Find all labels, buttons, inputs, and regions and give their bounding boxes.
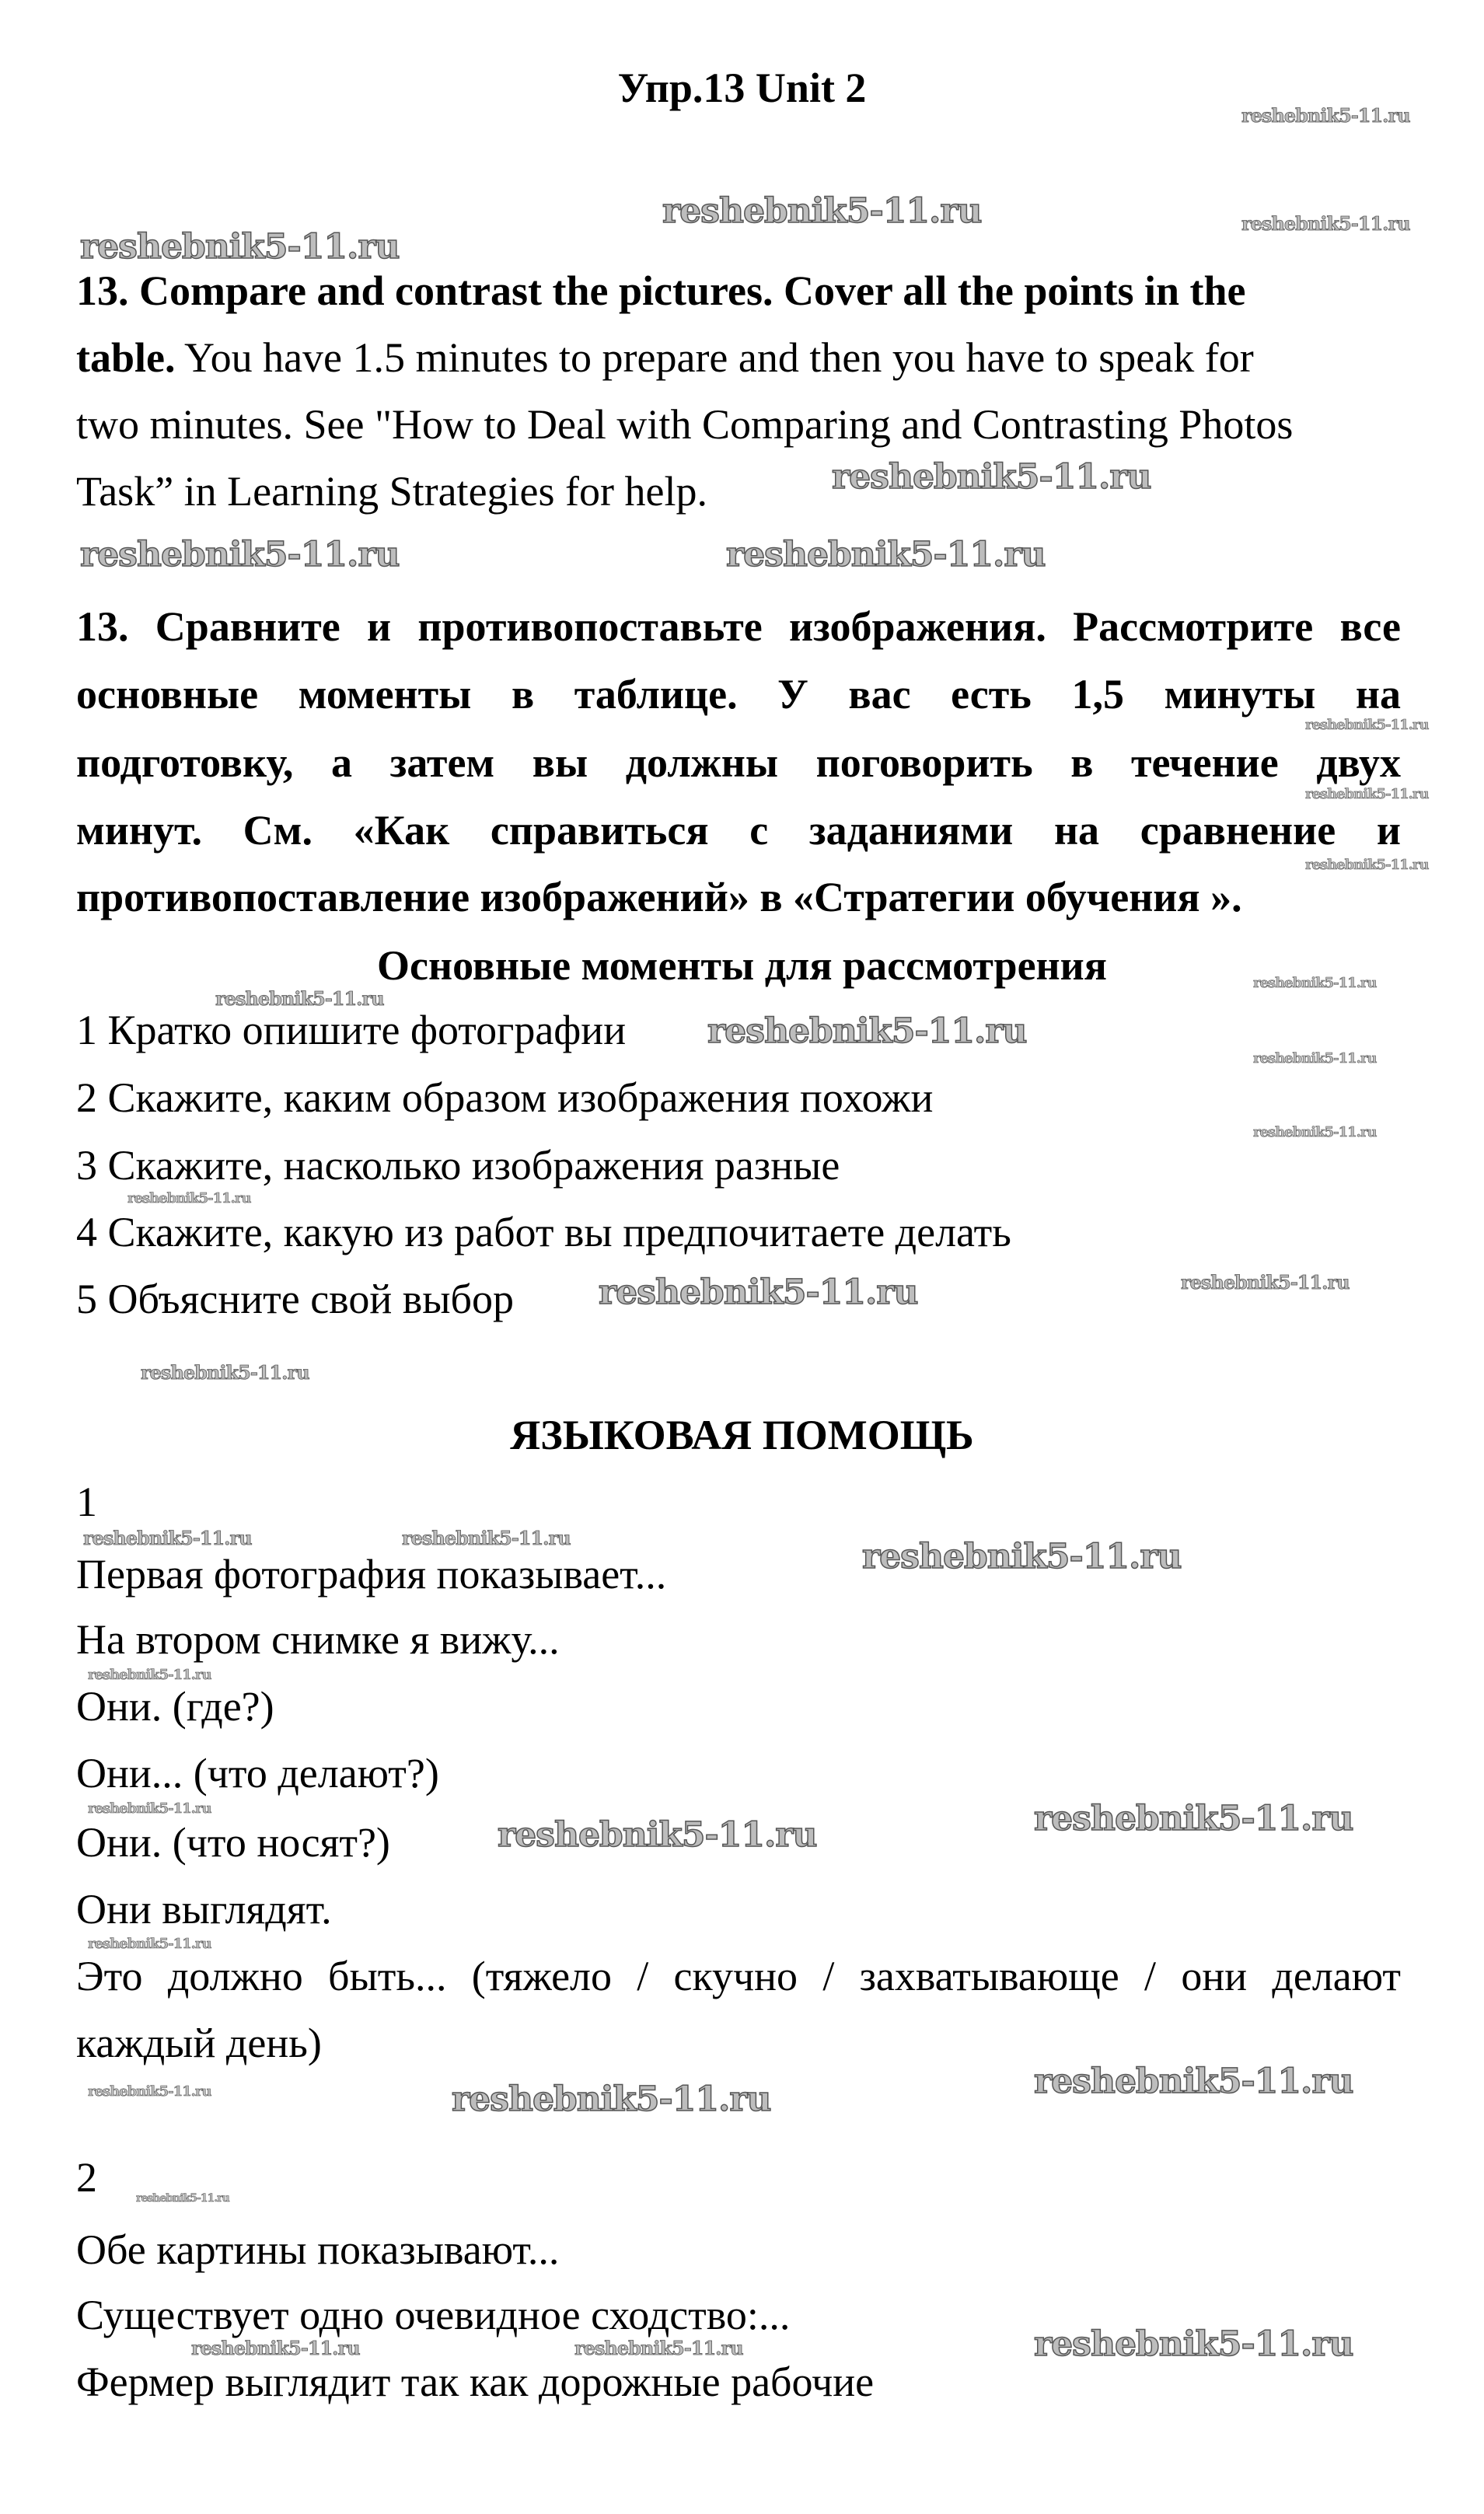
watermark: reshebnik5-11.ru (88, 1667, 211, 1683)
watermark: reshebnik5-11.ru (832, 457, 1151, 497)
phrase: Обе картины показывают... (76, 2226, 560, 2273)
watermark: reshebnik5-11.ru (662, 191, 982, 231)
point-item: 5 Объясните свой выбор (76, 1276, 514, 1322)
watermark: reshebnik5-11.ru (1034, 2062, 1353, 2101)
phrase: Они. (где?) (76, 1683, 274, 1730)
phrase: Они выглядят. (76, 1886, 332, 1933)
phrase: Они... (что делают?) (76, 1750, 439, 1796)
watermark: reshebnik5-11.ru (1241, 212, 1410, 235)
point-item: 4 Скажите, какую из работ вы предпочитаете делать (76, 1209, 1011, 1255)
watermark: reshebnik5-11.ru (1253, 1124, 1377, 1140)
point-item: 1 Кратко опишите фотографии (76, 1007, 627, 1053)
phrase: Фермер выглядит так как дорожные рабочие (76, 2359, 875, 2405)
english-line: Task” in Learning Strategies for help. (76, 468, 707, 515)
russian-line: минут. См. «Как справиться с заданиями на сравнение и (76, 807, 1401, 854)
watermark: reshebnik5-11.ru (707, 1011, 1027, 1051)
watermark: reshebnik5-11.ru (599, 1273, 918, 1312)
phrase: каждый день) (76, 2020, 322, 2066)
watermark: reshebnik5-11.ru (498, 1815, 817, 1855)
watermark: reshebnik5-11.ru (83, 1527, 252, 1549)
bold-word: table. (76, 334, 176, 381)
help-heading: ЯЗЫКОВАЯ ПОМОЩЬ (510, 1412, 974, 1458)
watermark: reshebnik5-11.ru (726, 535, 1046, 574)
english-line-text: You have 1.5 minutes to prepare and then you have to speak for (184, 334, 1254, 381)
watermark: reshebnik5-11.ru (574, 2337, 743, 2359)
page-title: Упр.13 Unit 2 (617, 65, 867, 111)
section-number: 2 (76, 2154, 97, 2201)
russian-line: подготовку, а затем вы должны поговорить в течение двух (76, 739, 1401, 786)
english-line: 13. Compare and contrast the pictures. Cover all the points in the (76, 267, 1246, 314)
russian-line: основные моменты в таблице. У вас есть 1,5 минуты на (76, 671, 1401, 718)
watermark: reshebnik5-11.ru (88, 1800, 211, 1817)
watermark: reshebnik5-11.ru (191, 2337, 360, 2359)
english-line: two minutes. See "How to Deal with Comparing and Contrasting Photos (76, 401, 1294, 448)
watermark: reshebnik5-11.ru (1034, 2324, 1353, 2364)
watermark: reshebnik5-11.ru (1305, 717, 1429, 733)
watermark: reshebnik5-11.ru (1241, 104, 1410, 127)
watermark: reshebnik5-11.ru (402, 1527, 571, 1549)
russian-line: 13. Сравните и противопоставьте изображения. Рассмотрите все (76, 603, 1401, 650)
english-line (76, 336, 1254, 379)
watermark: reshebnik5-11.ru (1253, 1050, 1377, 1067)
watermark: reshebnik5-11.ru (88, 2083, 211, 2100)
phrase: Существует одно очевидное сходство:... (76, 2292, 791, 2338)
point-item: 2 Скажите, каким образом изображения похожи (76, 1074, 934, 1121)
watermark: reshebnik5-11.ru (88, 1936, 211, 1952)
watermark: reshebnik5-11.ru (136, 2192, 229, 2205)
points-heading: Основные моменты для рассмотрения (376, 942, 1107, 989)
phrase: Они. (что носят?) (76, 1819, 390, 1866)
phrase: На втором снимке я вижу... (76, 1616, 560, 1663)
watermark: reshebnik5-11.ru (452, 2079, 771, 2119)
phrase: Это должно быть... (тяжело / скучно / захватывающе / они делают (76, 1953, 1401, 1999)
watermark: reshebnik5-11.ru (1253, 975, 1377, 991)
section-number: 1 (76, 1479, 97, 1525)
watermark: reshebnik5-11.ru (1181, 1271, 1350, 1294)
watermark: reshebnik5-11.ru (862, 1537, 1182, 1576)
phrase: Первая фотография показывает... (76, 1551, 667, 1597)
watermark: reshebnik5-11.ru (141, 1361, 309, 1384)
point-item: 3 Скажите, насколько изображения разные (76, 1142, 840, 1189)
russian-line: противопоставление изображений» в «Стратегии обучения ». (76, 874, 1242, 920)
watermark: reshebnik5-11.ru (215, 987, 384, 1010)
watermark: reshebnik5-11.ru (80, 227, 400, 267)
watermark: reshebnik5-11.ru (1305, 857, 1429, 873)
watermark: reshebnik5-11.ru (127, 1190, 251, 1206)
watermark: reshebnik5-11.ru (1305, 786, 1429, 802)
watermark: reshebnik5-11.ru (80, 535, 400, 574)
watermark: reshebnik5-11.ru (1034, 1799, 1353, 1838)
